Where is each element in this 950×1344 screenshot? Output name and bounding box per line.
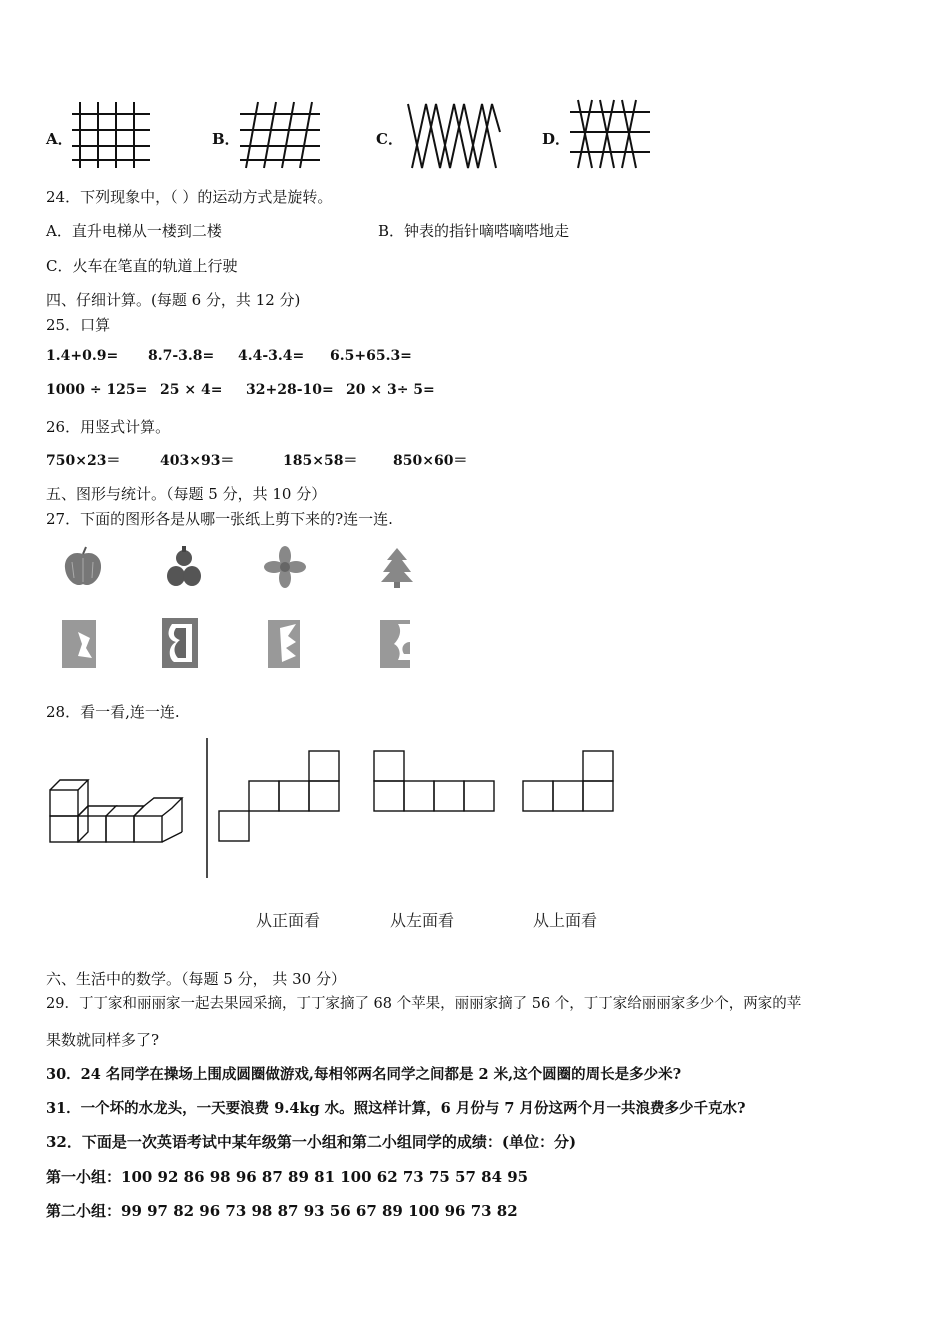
paper-4-icon bbox=[380, 620, 416, 670]
option-b-label: B． bbox=[212, 130, 240, 148]
q25-item-1: 1.4+0.9= bbox=[46, 348, 119, 364]
option-c-zigzag-figure bbox=[404, 102, 504, 170]
q25-item-4: 6.5+65.3= bbox=[330, 348, 412, 364]
q25-item-2: 8.7-3.8= bbox=[148, 348, 215, 364]
option-c-label: C． bbox=[376, 130, 403, 148]
group2-scores: 99 97 82 96 73 98 87 93 56 67 89 100 96 73 82 bbox=[121, 1202, 518, 1220]
q24-option-b: B．钟表的指针嘀嗒嘀嗒地走 bbox=[378, 222, 570, 240]
option-d-label: D． bbox=[542, 130, 571, 148]
paper-1-icon bbox=[62, 620, 98, 670]
q27-stem: 27．下面的图形各是从哪一张纸上剪下来的?连一连. bbox=[46, 510, 393, 528]
option-a-grid-figure bbox=[72, 100, 152, 170]
gourd-cutout-icon bbox=[164, 544, 204, 590]
q24-option-c: C．火车在笔直的轨道上行驶 bbox=[46, 257, 238, 275]
q25-item-8: 20 × 3÷ 5= bbox=[346, 382, 435, 398]
option-d-crossed-grid-figure bbox=[570, 98, 652, 170]
q26-item-1: 750×23＝ bbox=[46, 453, 121, 469]
q25-stem: 25．口算 bbox=[46, 316, 111, 334]
q25-item-3: 4.4-3.4= bbox=[238, 348, 305, 364]
q26-item-3: 185×58＝ bbox=[283, 453, 358, 469]
q31-text: 31．一个坏的水龙头，一天要浪费 9.4kg 水。照这样计算，6 月份与 7 月份这两个月一共浪费多少千克水? bbox=[46, 1100, 746, 1117]
left-view-label: 从左面看 bbox=[390, 911, 455, 930]
q25-item-7: 32+28-10= bbox=[246, 382, 334, 398]
view-option-2-figure bbox=[373, 749, 497, 813]
q25-item-6: 25 × 4= bbox=[160, 382, 223, 398]
apple-cutout-icon bbox=[62, 546, 104, 588]
q26-item-2: 403×93＝ bbox=[160, 453, 235, 469]
option-b-slanted-grid-figure bbox=[240, 100, 325, 170]
cube-stack-figure bbox=[48, 776, 188, 848]
q25-item-5: 1000 ÷ 125= bbox=[46, 382, 148, 398]
group2-label: 第二小组： bbox=[46, 1202, 122, 1220]
q26-stem: 26．用竖式计算。 bbox=[46, 418, 171, 436]
q29-line1: 29．丁丁家和丽丽家一起去果园采摘，丁丁家摘了 68 个苹果，丽丽家摘了 56 个，丁丁家给丽丽家多少个，两家的苹 bbox=[46, 996, 802, 1012]
q29-line2: 果数就同样多了? bbox=[46, 1031, 160, 1049]
q26-item-4: 850×60＝ bbox=[393, 453, 468, 469]
q24-stem: 24．下列现象中，（ ）的运动方式是旋转。 bbox=[46, 188, 333, 206]
view-option-1-figure bbox=[218, 749, 342, 843]
tree-cutout-icon bbox=[377, 546, 417, 590]
top-view-label: 从上面看 bbox=[533, 911, 598, 930]
flower-cutout-icon bbox=[264, 546, 306, 588]
section6-title: 六、生活中的数学。（每题 5 分， 共 30 分） bbox=[46, 970, 346, 988]
front-view-label: 从正面看 bbox=[256, 911, 321, 930]
view-option-3-figure bbox=[522, 749, 616, 813]
section5-title: 五、图形与统计。（每题 5 分，共 10 分） bbox=[46, 485, 327, 503]
paper-2-icon bbox=[162, 618, 202, 670]
paper-3-icon bbox=[268, 620, 304, 670]
group1-label: 第一小组： bbox=[46, 1168, 122, 1186]
q32-stem: 32．下面是一次英语考试中某年级第一小组和第二小组同学的成绩：(单位：分) bbox=[46, 1133, 577, 1151]
q32-group1 bbox=[46, 1166, 528, 1187]
section4-title: 四、仔细计算。(每题 6 分，共 12 分) bbox=[46, 291, 301, 309]
group1-scores: 100 92 86 98 96 87 89 81 100 62 73 75 57 84 95 bbox=[121, 1168, 529, 1186]
q32-group2 bbox=[46, 1200, 518, 1221]
divider-line bbox=[205, 738, 209, 880]
q24-option-a: A．直升电梯从一楼到二楼 bbox=[46, 222, 222, 240]
option-a-label: A． bbox=[46, 130, 73, 148]
q28-stem: 28．看一看,连一连. bbox=[46, 703, 180, 721]
q30-text: 30．24 名同学在操场上围成圆圈做游戏,每相邻两名同学之间都是 2 米,这个圆圈的周长是多少米? bbox=[46, 1066, 682, 1083]
